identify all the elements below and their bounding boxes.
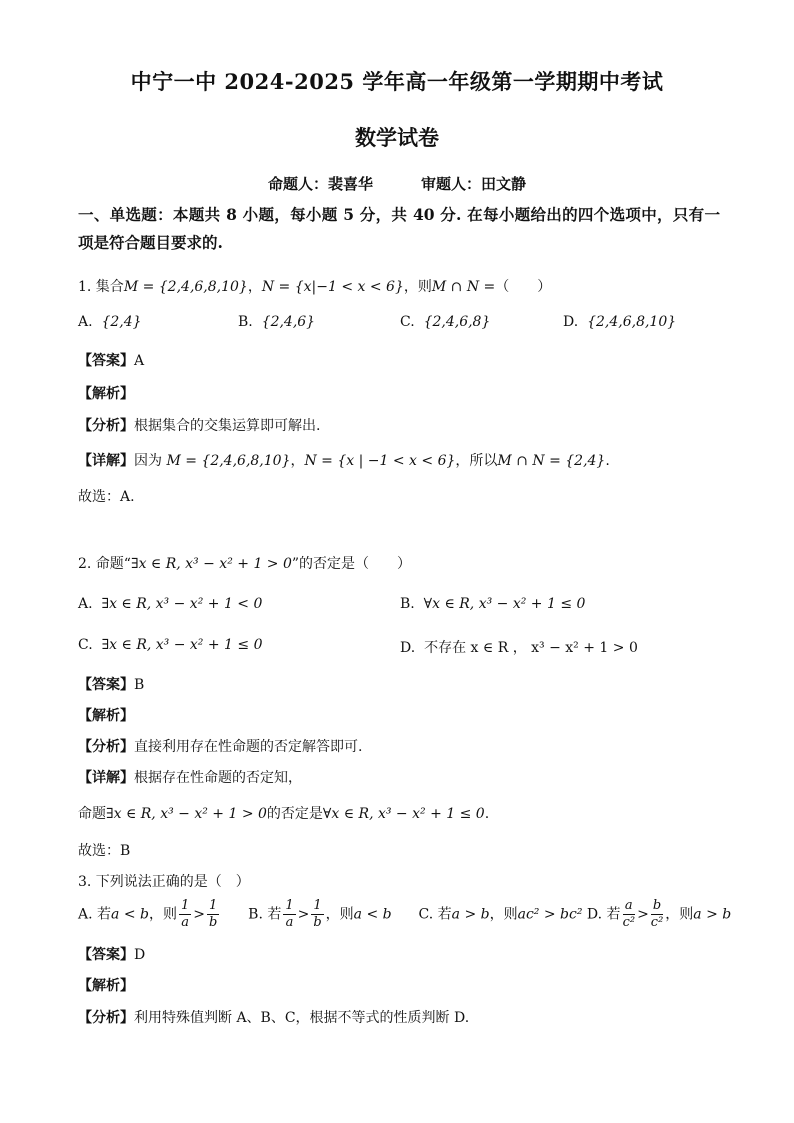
q2-fenxi-text: 直接利用存在性命题的否定解答即可. xyxy=(134,739,363,755)
q1-detail-tag: 【详解】 xyxy=(78,453,134,469)
q2-option-c xyxy=(78,637,263,653)
q1-set-m: M = {2,4,6,8,10} xyxy=(123,279,248,295)
q1-option-c-text: {2,4,6,8} xyxy=(423,314,491,330)
exam-title: 中宁一中 2024-2025 学年高一年级第一学期期中考试 xyxy=(130,69,664,94)
q1-answer xyxy=(78,350,144,370)
q1-detail-a: 因为 xyxy=(134,453,162,469)
q3-option-a-frac-right xyxy=(207,898,219,931)
q1-choose: 故选：A. xyxy=(78,489,135,505)
q1-fenxi-text: 根据集合的交集运算即可解出. xyxy=(134,418,321,434)
q2-option-b-text: ∀x ∈ R, x³ − x² + 1 ≤ 0 xyxy=(423,596,586,612)
q2-fenxi-tag: 【分析】 xyxy=(78,739,134,755)
question-3-stem: 3. 下列说法正确的是（ ） xyxy=(78,874,250,890)
frac-den: a xyxy=(181,915,189,930)
q1-answer-value: A xyxy=(134,353,145,369)
frac-den: c² xyxy=(650,915,664,930)
q3-option-d-gt: > xyxy=(637,906,649,923)
frac-num: 1 xyxy=(285,898,294,913)
q2-detail-b: 的否定是 xyxy=(266,806,323,822)
q2-detail-line xyxy=(78,803,489,823)
q3-option-d-frac-left xyxy=(623,898,636,931)
q3-option-b-pre: B. 若 xyxy=(248,906,282,923)
q2-expr: ∃x ∈ R, x³ − x² + 1 > 0 xyxy=(130,556,292,572)
q3-option-b-frac-left xyxy=(283,898,295,931)
q2-detail xyxy=(78,767,302,787)
frac-den: a xyxy=(285,915,294,930)
frac-den: c² xyxy=(622,915,636,930)
frac-num: 1 xyxy=(180,898,190,913)
q3-option-d-pre: D. 若 xyxy=(586,906,621,923)
q1-detail-r: M ∩ N = {2,4} xyxy=(497,453,606,469)
question-1-stem xyxy=(78,276,551,296)
q3-option-d-frac-right xyxy=(651,898,664,931)
q3-fenxi-text: 利用特殊值判断 A、B、C，根据不等式的性质判断 D. xyxy=(134,1010,470,1026)
q2-option-d-label: D. xyxy=(400,640,416,656)
q3-option-c-cond: a > b xyxy=(451,906,490,923)
q3-fenxi-tag: 【分析】 xyxy=(78,1010,134,1026)
q1-fenxi xyxy=(78,415,320,435)
q3-option-d-mid: ，则 xyxy=(665,906,694,923)
q3-fenxi xyxy=(78,1007,469,1027)
q2-option-c-text: ∃x ∈ R, x³ − x² + 1 ≤ 0 xyxy=(101,637,263,653)
setter: 命题人：裴喜华 xyxy=(267,175,373,193)
q2-analysis-tag xyxy=(78,705,134,725)
q3-options-row xyxy=(78,898,731,931)
q1-option-b xyxy=(238,314,315,330)
q3-option-c-pre: C. 若 xyxy=(418,906,452,923)
q1-detail-n: N = {x | −1 < x < 6} xyxy=(304,453,456,469)
q3-option-b-frac-right xyxy=(311,898,323,931)
frac-den: b xyxy=(313,915,322,930)
q1-option-c xyxy=(400,314,490,330)
q3-option-b-gt: > xyxy=(297,906,310,923)
q1-detail-m: M = {2,4,6,8,10} xyxy=(166,453,291,469)
q3-option-a-frac-left xyxy=(179,898,191,931)
q1-option-a-label: A. xyxy=(78,314,93,330)
q3-option-b-mid: ，则 xyxy=(325,906,354,923)
q2-answer xyxy=(78,674,144,694)
q1-paren: （ ） xyxy=(495,279,552,295)
q3-analysis-label: 【解析】 xyxy=(78,978,134,994)
frac-num: 1 xyxy=(208,898,218,913)
q1-option-a-text: {2,4} xyxy=(101,314,142,330)
exam-subtitle: 数学试卷 xyxy=(355,125,439,150)
q1-prefix: 1. 集合 xyxy=(78,279,124,295)
q3-answer-tag: 【答案】 xyxy=(78,947,134,963)
q1-answer-tag: 【答案】 xyxy=(78,353,134,369)
q3-answer xyxy=(78,944,145,964)
q3-option-c-res: ac² > bc² xyxy=(517,906,583,923)
q3-option-d-res: a > b xyxy=(693,906,732,923)
q2-suffix: ”的否定是（ ） xyxy=(291,556,412,572)
q1-option-d-text: {2,4,6,8,10} xyxy=(587,314,677,330)
q1-detail-d: . xyxy=(605,453,610,469)
q3-option-a-gt: > xyxy=(193,906,205,923)
q1-set-n: N = {x|−1 < x < 6} xyxy=(261,279,404,295)
q2-option-b-label: B. xyxy=(400,596,415,612)
q1-option-a xyxy=(78,314,142,330)
q2-option-a-text: ∃x ∈ R, x³ − x² + 1 < 0 xyxy=(101,596,263,612)
q3-option-c-mid: ，则 xyxy=(489,906,518,923)
q2-answer-tag: 【答案】 xyxy=(78,677,134,693)
q2-detail-text: 根据存在性命题的否定知， xyxy=(134,770,302,786)
q2-choose: 故选：B xyxy=(78,843,131,859)
q1-analysis-label: 【解析】 xyxy=(78,386,134,402)
q3-option-a-pre: A. 若 xyxy=(78,906,112,923)
reviewer: 审题人：田文静 xyxy=(421,175,527,193)
q2-detail-a: 命题 xyxy=(78,806,106,822)
q1-detail-b: ， xyxy=(290,453,305,469)
q2-answer-value: B xyxy=(134,677,145,693)
q1-option-d-label: D. xyxy=(563,314,579,330)
q2-detail-tag: 【详解】 xyxy=(78,770,134,786)
authors-line xyxy=(0,173,794,194)
q1-analysis-tag xyxy=(78,383,134,403)
q1-option-b-text: {2,4,6} xyxy=(261,314,316,330)
q1-fenxi-tag: 【分析】 xyxy=(78,418,134,434)
q2-detail-c: . xyxy=(484,806,490,822)
q1-option-c-label: C. xyxy=(400,314,415,330)
q2-option-b xyxy=(400,596,585,612)
q2-option-a-label: A. xyxy=(78,596,93,612)
q3-option-a-mid: ，则 xyxy=(148,906,177,923)
q1-comma: ， xyxy=(247,279,262,295)
question-2-stem xyxy=(78,553,411,573)
frac-num: 1 xyxy=(313,898,322,913)
q2-fenxi xyxy=(78,736,362,756)
q3-analysis-tag xyxy=(78,975,134,995)
q1-detail xyxy=(78,450,610,470)
q3-option-a-cond: a < b xyxy=(111,906,149,923)
q3-answer-value: D xyxy=(134,947,146,963)
q2-option-c-label: C. xyxy=(78,637,93,653)
section-heading: 一、单选题：本题共 8 小题，每小题 5 分，共 40 分. 在每小题给出的四个选项中，只有一项是符合题目要求的. xyxy=(78,205,720,252)
q1-then: ，则 xyxy=(403,279,432,295)
q2-analysis-label: 【解析】 xyxy=(78,708,134,724)
q2-detail-e2: ∀x ∈ R, x³ − x² + 1 ≤ 0 xyxy=(322,806,485,822)
q2-prefix: 2. 命题“ xyxy=(78,556,131,572)
frac-den: b xyxy=(208,915,218,930)
q2-option-a xyxy=(78,596,262,612)
q1-option-d xyxy=(563,314,676,330)
q3-option-b-res: a < b xyxy=(353,906,392,923)
q1-option-b-label: B. xyxy=(238,314,253,330)
q2-detail-e1: ∃x ∈ R, x³ − x² + 1 > 0 xyxy=(106,806,267,822)
q1-expr: M ∩ N = xyxy=(431,279,496,295)
frac-num: b xyxy=(651,898,664,915)
frac-num: a xyxy=(623,898,636,915)
q2-option-d xyxy=(400,637,638,657)
q2-option-d-text: 不存在 x ∈ R ， x³ − x² + 1 > 0 xyxy=(424,640,638,656)
q1-detail-c: ，所以 xyxy=(455,453,498,469)
